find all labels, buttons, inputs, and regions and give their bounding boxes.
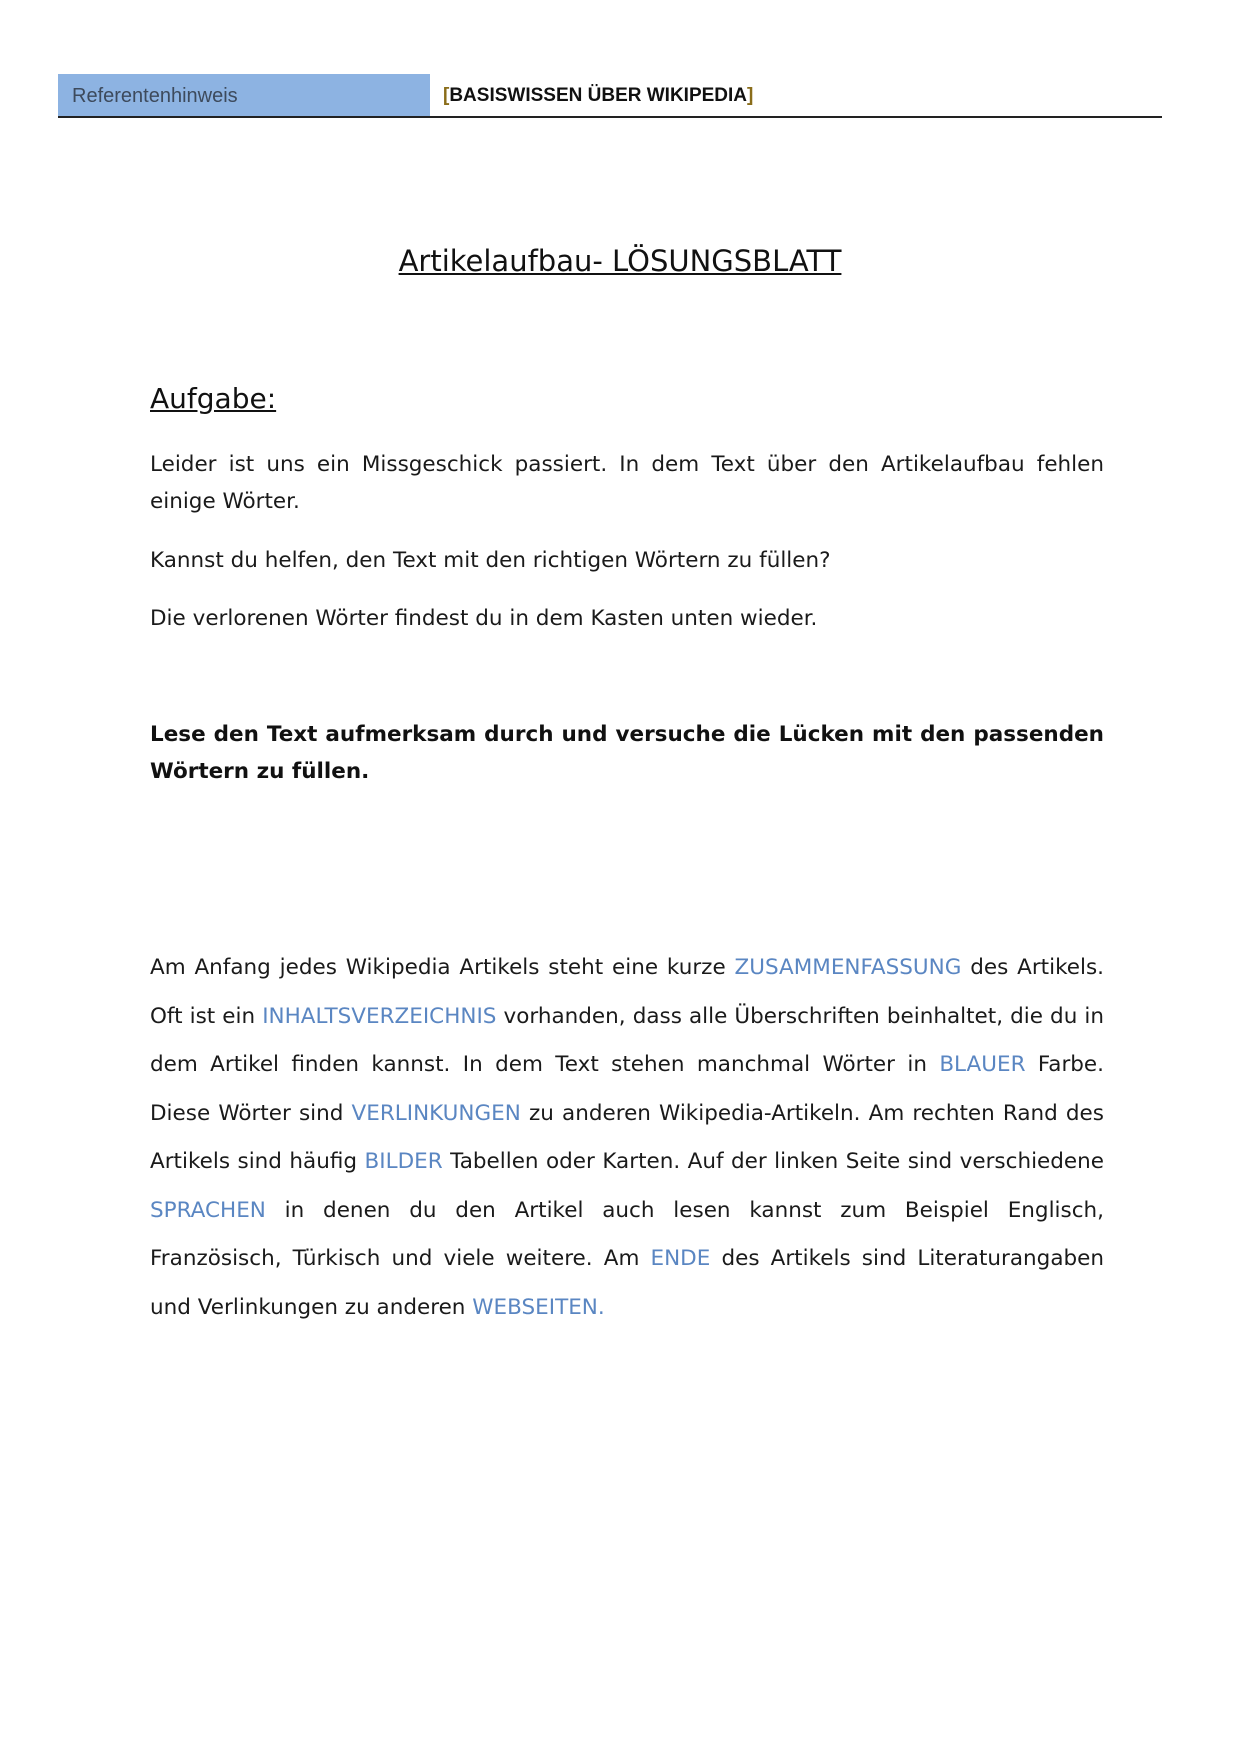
- page-title: Artikelaufbau- LÖSUNGSBLATT: [398, 244, 842, 278]
- answer-word: VERLINKUNGEN: [351, 1100, 521, 1126]
- task-heading: Aufgabe:: [150, 382, 277, 415]
- header-bracket-close: ]: [747, 85, 754, 106]
- answer-word: ZUSAMMENFASSUNG: [734, 955, 962, 980]
- text-segment: Am Anfang jedes Wikipedia Artikels steht eine kurze: [150, 955, 735, 980]
- answer-word: BLAUER: [939, 1052, 1026, 1077]
- header-bracket-open: [: [443, 85, 450, 106]
- header-label: Referentenhinweis: [58, 74, 430, 116]
- text-segment: des Artikels. Oft ist ein: [150, 955, 1104, 1029]
- answer-word: SPRACHEN: [150, 1197, 266, 1223]
- intro-paragraph-3: Die verlorenen Wörter findest du in dem Kasten unten wieder.: [150, 606, 818, 631]
- answer-word: BILDER: [364, 1149, 443, 1174]
- answer-word: INHALTSVERZEICHNIS: [262, 1003, 497, 1029]
- header-title: [443, 74, 753, 116]
- intro-paragraph-1: Leider ist uns ein Missgeschick passiert. In dem Text über den Artikelaufbau fehlen einige Wörter.: [150, 452, 1104, 514]
- header-title-text: BASISWISSEN ÜBER WIKIPEDIA: [449, 85, 748, 106]
- text-segment: Farbe. Diese Wörter sind: [150, 1052, 1104, 1126]
- text-segment: Tabellen oder Karten. Auf der linken Seite sind verschiedene: [442, 1149, 1105, 1174]
- text-segment: in denen du den Artikel auch lesen kannst zum Beispiel Englisch, Französisch, Türkisch und viele weitere. Am: [150, 1197, 1104, 1271]
- text-segment: des Artikels sind Literaturangaben und Verlinkungen zu anderen: [150, 1246, 1104, 1320]
- solution-text: [150, 944, 1104, 1332]
- text-segment: vorhanden, dass alle Überschriften beinhaltet, die du in dem Artikel finden kannst. In dem Text stehen manchmal Wörter in: [150, 1003, 1104, 1077]
- page-header: [58, 74, 1162, 118]
- answer-word: WEBSEITEN.: [472, 1294, 605, 1320]
- intro-paragraph-2: Kannst du helfen, den Text mit den richtigen Wörtern zu füllen?: [150, 548, 831, 573]
- instruction-text: Lese den Text aufmerksam durch und versuche die Lücken mit den passenden Wörtern zu füllen.: [150, 722, 1104, 784]
- answer-word: ENDE: [650, 1246, 711, 1271]
- text-segment: zu anderen Wikipedia-Artikeln. Am rechten Rand des Artikels sind häufig: [150, 1100, 1104, 1174]
